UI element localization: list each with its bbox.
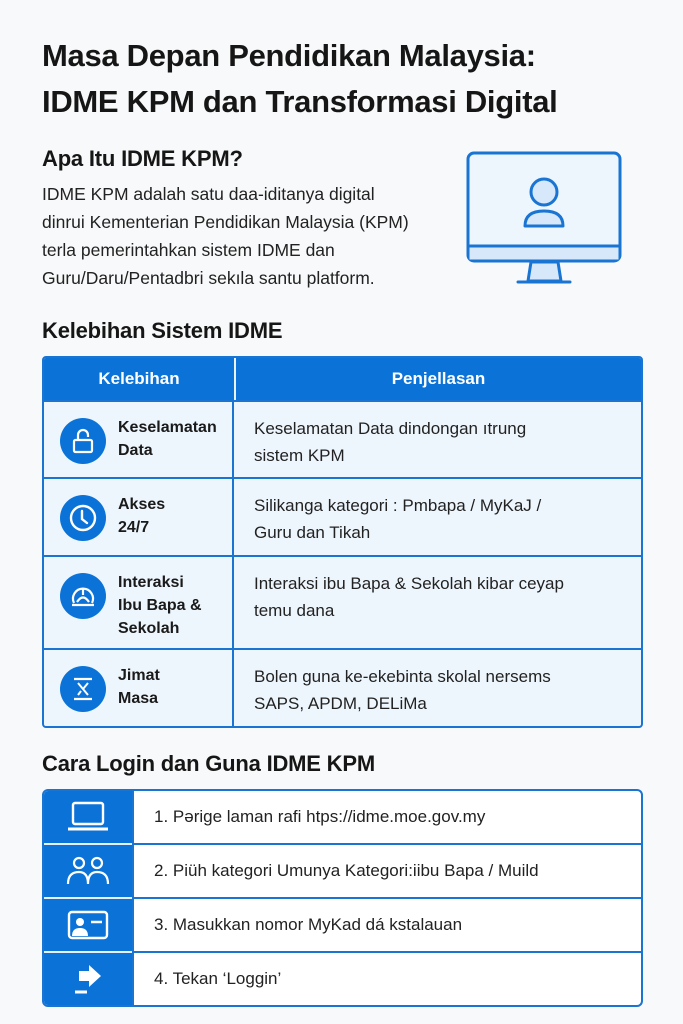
users-icon bbox=[44, 843, 132, 897]
intro-paragraph bbox=[42, 180, 442, 292]
step-text: 4. Tekan ‘Loggin’ bbox=[132, 953, 641, 1005]
column-header-kelebihan: Kelebihan bbox=[44, 358, 236, 400]
table-row bbox=[44, 400, 641, 477]
table-row bbox=[44, 477, 641, 555]
intro-line: terla pemerintahkan sistem IDME dan bbox=[42, 240, 335, 260]
step-row bbox=[44, 897, 641, 951]
table-header bbox=[44, 358, 641, 400]
feature-description: Silikanga kategori : Pmbapa / MyKaJ / Guru dan Tikah bbox=[254, 496, 542, 542]
step-text: 3. Masukkan nomor MyKad dá kstalauan bbox=[132, 899, 641, 951]
column-header-penjelasan: Penjellasan bbox=[391, 369, 486, 388]
laptop-icon bbox=[44, 791, 132, 843]
step-row bbox=[44, 791, 641, 843]
feature-description: Interaksi ibu Bapa & Sekolah kibar ceyap temu dana bbox=[254, 574, 564, 620]
hourglass-icon bbox=[60, 666, 106, 712]
title-line-1: Masa Depan Pendidikan Malaysia: bbox=[42, 38, 536, 73]
feature-description: Keselamatan Data dindongan ıtrung sistem KPM bbox=[254, 419, 527, 465]
step-text: 2. Piüh kategori Umunya Kategori:iibu Bapa / Muild bbox=[132, 845, 641, 897]
feature-name: Jimat Masa bbox=[118, 667, 160, 707]
id-card-icon bbox=[44, 897, 132, 951]
benefits-table bbox=[42, 356, 643, 728]
feature-name: Keselamatan Data bbox=[118, 419, 217, 459]
login-heading: Cara Login dan Guna IDME KPM bbox=[42, 751, 375, 776]
table-row bbox=[44, 648, 641, 726]
intro-line: Guru/Daru/Pentadbri sekıla santu platform. bbox=[42, 268, 375, 288]
login-arrow-icon bbox=[44, 951, 132, 1005]
clock-icon bbox=[60, 495, 106, 541]
page-title bbox=[42, 33, 662, 125]
intro-line: IDME KPM adalah satu daa-iditanya digital bbox=[42, 184, 375, 204]
feature-name: Akses 24/7 bbox=[118, 496, 166, 536]
feature-description: Bolen guna ke-ekebinta skolal nersems SAPS, APDM, DELiMa bbox=[254, 667, 551, 713]
benefits-heading: Kelebihan Sistem IDME bbox=[42, 318, 283, 343]
interaction-icon bbox=[60, 573, 106, 619]
title-line-2: IDME KPM dan Transformasi Digital bbox=[42, 84, 558, 119]
intro-line: dinrui Kementerian Pendidikan Malaysia (KPM) bbox=[42, 212, 409, 232]
step-row bbox=[44, 951, 641, 1005]
intro-heading: Apa Itu IDME KPM? bbox=[42, 146, 243, 171]
login-steps bbox=[42, 789, 643, 1007]
step-text: 1. Pərige laman rafi htps://idme.moe.gov.my bbox=[132, 791, 641, 843]
monitor-user-icon bbox=[466, 150, 624, 291]
feature-name: Interaksi Ibu Bapa & Sekolah bbox=[118, 574, 202, 637]
table-row bbox=[44, 555, 641, 648]
lock-icon bbox=[60, 418, 106, 464]
step-row bbox=[44, 843, 641, 897]
